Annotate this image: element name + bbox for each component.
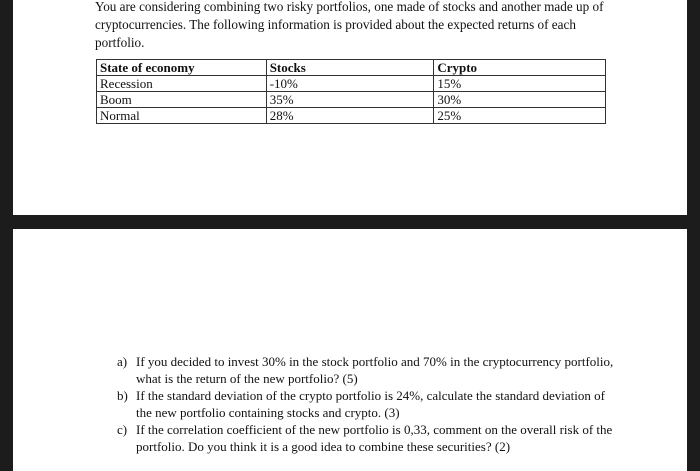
- expected-returns-table: [96, 59, 606, 124]
- question-label: b): [117, 388, 128, 403]
- document-page-top: [13, 0, 687, 215]
- question-label: c): [117, 422, 128, 437]
- table-cell: -10%: [266, 76, 434, 92]
- table-row: [97, 108, 606, 124]
- question-text: If you decided to invest 30% in the stock portfolio and 70% in the cryptocurrency portfolio, what is the return of the new portfolio? (5): [136, 354, 614, 386]
- table-row: [97, 92, 606, 108]
- table-cell: 25%: [434, 108, 606, 124]
- question-label: a): [117, 354, 128, 369]
- question-text: If the correlation coefficient of the new portfolio is 0,33, comment on the overall risk of the portfolio. Do you think it is a good idea to combine these securities? (2): [136, 422, 613, 454]
- question-text: If the standard deviation of the crypto portfolio is 24%, calculate the standard deviation of the new portfolio containing stocks and crypto. (3): [136, 388, 605, 420]
- table-cell: 15%: [434, 76, 606, 92]
- question-item: [117, 387, 617, 421]
- header-stocks: Stocks: [266, 60, 434, 76]
- table-cell: Boom: [97, 92, 267, 108]
- table-header-row: [97, 60, 606, 76]
- header-state-of-economy: State of economy: [97, 60, 267, 76]
- table-cell: Recession: [97, 76, 267, 92]
- question-item: [117, 353, 617, 387]
- intro-paragraph: You are considering combining two risky portfolios, one made of stocks and another made up of cryptocurrencies. The following information is provided about the expected returns of each portfolio.: [95, 0, 604, 50]
- table-cell: 28%: [266, 108, 434, 124]
- table-row: [97, 76, 606, 92]
- table-cell: 30%: [434, 92, 606, 108]
- document-page-bottom: [13, 229, 687, 471]
- header-crypto: Crypto: [434, 60, 606, 76]
- table-cell: Normal: [97, 108, 267, 124]
- table-cell: 35%: [266, 92, 434, 108]
- question-list: [117, 353, 617, 455]
- question-item: [117, 421, 617, 455]
